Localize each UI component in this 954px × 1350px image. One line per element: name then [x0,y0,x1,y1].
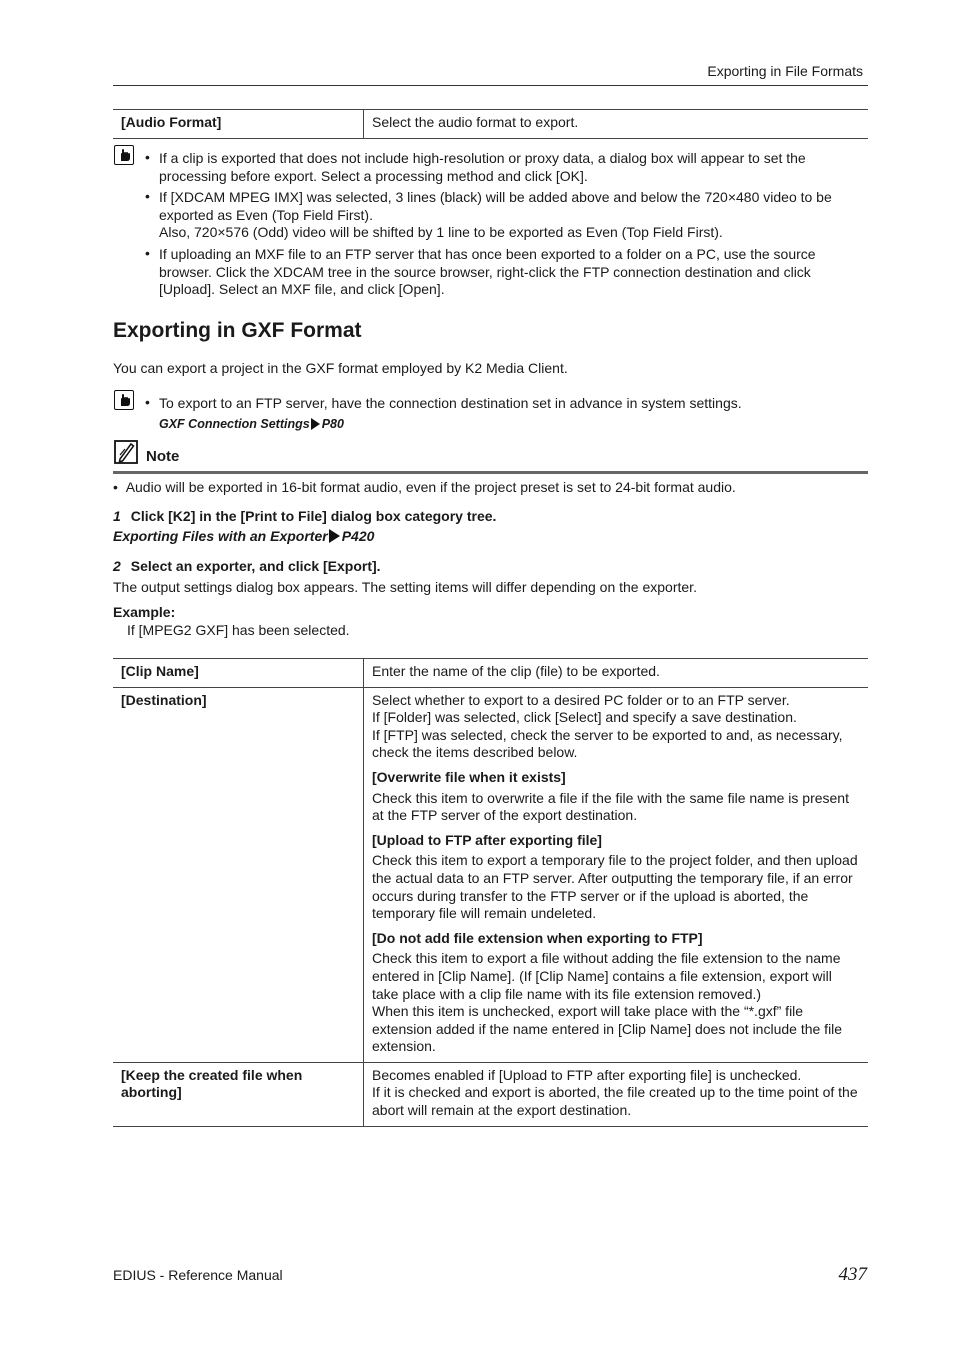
table-key: [Destination] [113,687,364,1062]
list-item: • If a clip is exported that does not include high-resolution or proxy data, a dialog box will appear to set the processing before export. Select a processing method and click [OK]. [145,149,806,184]
note-divider [113,471,868,474]
table-row [113,110,868,139]
note-item: • Audio will be exported in 16-bit format audio, even if the project preset is set to 24-bit format audio. [113,479,736,495]
list-item: • If [XDCAM MPEG IMX] was selected, 3 lines (black) will be added above and below the 720×480 video to be exported as Even (Top Field First). [145,188,832,223]
audio-format-table [113,109,868,139]
note-heading: Note [146,448,180,465]
section-intro: You can export a project in the GXF format employed by K2 Media Client. [113,360,568,376]
table-key: [Clip Name] [113,659,364,688]
gxf-settings-table [113,658,868,1127]
option-heading: [Do not add file extension when exporting to FTP] [372,929,703,946]
list-item: • If uploading an MXF file to an FTP server that has once been exported to a folder on a PC, use the source browser. Click the XDCAM tree in the source browser, right-click the FTP connection destination and click [Upload]. Select an MXF file, and click [Open]. [145,244,816,298]
header-divider [113,85,868,86]
arrow-right-icon [329,529,340,543]
cross-reference-link[interactable]: Exporting Files with an Exporter P420 [113,528,375,544]
hand-icon [114,390,134,410]
step-2: 2 Select an exporter, and click [Export]. [113,558,381,574]
example-label: Example: [113,604,176,620]
note-pencil-icon [114,440,138,469]
table-value: Select whether to export to a desired PC folder or to an FTP server. If [Folder] was selected, click [Select] and specify a save destination. If [FTP] was selected, check the server to be exported to and, as necessary, check the items described below. [Overwrite file when it exists] Check this item to overwrite a file if the file with the same file name is present at the FTP server of the export destination. [Upload to FTP after exporting file] Check this item to export a temporary file to the project folder, and then upload the actual data to an FTP server. After outputting the temporary file, if an error occurs during transfer to the FTP server or if the upload is aborted, the temporary file will remain undeleted. [Do not add file extension when exporting to FTP] Check this item to export a file without adding the file extension to the name entered in [Clip Name]. (If [Clip Name] contains a file extension, export will take place with a clip file name with its file extension removed.) When this item is unchecked, export will take place with the “*.gxf” file extension added if the name entered in [Clip Name] does not include the file extension. [364,687,869,1062]
cross-reference-link[interactable]: GXF Connection Settings P80 [159,416,344,431]
table-value: Enter the name of the clip (file) to be exported. [372,663,660,679]
table-row [113,1062,868,1126]
tips-list [145,395,865,433]
table-value: Becomes enabled if [Upload to FTP after exporting file] is unchecked. If it is checked and export is aborted, the file created up to the time point of the abort will remain at the export destination. [372,1066,858,1119]
page-number: 437 [838,1264,867,1285]
arrow-right-icon [311,418,320,430]
step-description: The output settings dialog box appears. The setting items will differ depending on the exporter. [113,579,697,595]
list-item: • To export to an FTP server, have the connection destination set in advance in system settings. [145,394,742,411]
tips-list [145,150,865,303]
table-row [113,687,868,1062]
footer-title: EDIUS - Reference Manual [113,1267,283,1283]
running-header: Exporting in File Formats [707,63,863,79]
example-text: If [MPEG2 GXF] has been selected. [127,622,350,638]
section-heading: Exporting in GXF Format [113,319,362,342]
table-key: [Keep the created file when aborting] [113,1062,364,1126]
list-item-continuation: Also, 720×576 (Odd) video will be shifted by 1 line to be exported as Even (Top Field First). [159,224,723,241]
hand-icon [114,145,134,165]
step-1: 1 Click [K2] in the [Print to File] dialog box category tree. [113,508,497,524]
table-key: [Audio Format] [113,110,364,139]
table-value: Select the audio format to export. [372,114,579,130]
option-heading: [Overwrite file when it exists] [372,768,566,785]
table-row [113,659,868,688]
option-heading: [Upload to FTP after exporting file] [372,831,602,848]
